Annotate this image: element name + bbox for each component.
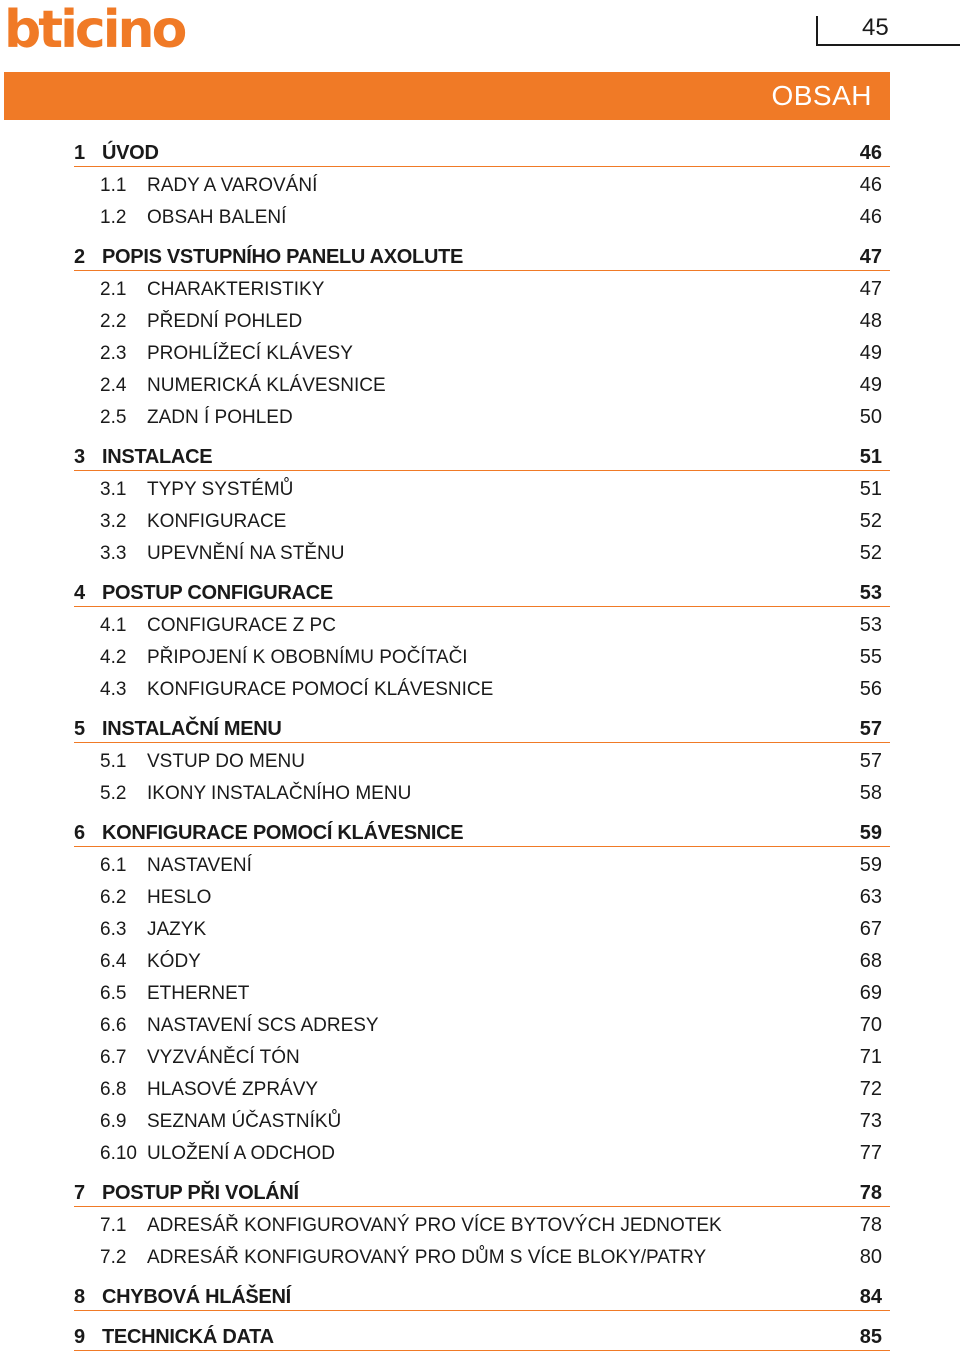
toc-title: RADY A VAROVÁNÍ [147,175,318,196]
toc-title: NUMERICKÁ KLÁVESNICE [147,375,386,396]
toc-section-row[interactable] [74,304,890,334]
toc-section-row[interactable] [74,400,890,430]
toc-title: JAZYK [147,919,207,940]
toc-number: 5.1 [100,751,127,772]
toc-section-row[interactable] [74,912,890,942]
toc-page-number: 47 [859,278,882,300]
toc-page-number: 73 [859,1110,882,1132]
toc-page-number: 49 [859,342,882,364]
toc-section-row[interactable] [74,776,890,806]
toc-page-number: 46 [859,206,882,228]
toc-chapter-row[interactable] [74,1320,890,1351]
toc-section-row[interactable] [74,976,890,1006]
toc-title: HESLO [147,887,212,908]
toc-section-row[interactable] [74,1040,890,1070]
toc-page-number: 67 [859,918,882,940]
toc-title: ETHERNET [147,983,250,1004]
toc-page-number: 51 [859,446,882,468]
toc-section-row[interactable] [74,608,890,638]
page-number: 45 [862,14,889,41]
toc-section-row[interactable] [74,200,890,230]
toc-section-row[interactable] [74,744,890,774]
toc-number: 6.3 [100,919,127,940]
toc-page-number: 71 [859,1046,882,1068]
toc-page-number: 51 [859,478,882,500]
toc-page-number: 46 [859,174,882,196]
toc-number: 2.3 [100,343,127,364]
toc-page-number: 70 [859,1014,882,1036]
toc-section-row[interactable] [74,640,890,670]
toc-number: 6 [74,822,86,844]
toc-number: 6.6 [100,1015,127,1036]
toc-chapter-row[interactable] [74,240,890,271]
toc-chapter-row[interactable] [74,136,890,167]
toc-page-number: 49 [859,374,882,396]
toc-page-number: 72 [859,1078,882,1100]
toc-title: ADRESÁŘ KONFIGUROVANÝ PRO VÍCE BYTOVÝCH JEDNOTEK [147,1215,722,1236]
toc-number: 7.1 [100,1215,127,1236]
toc-number: 5.2 [100,783,127,804]
toc-title: IKONY INSTALAČNÍHO MENU [147,783,412,804]
toc-page-number: 57 [859,750,882,772]
toc-chapter-row[interactable] [74,576,890,607]
toc-number: 4 [74,582,86,604]
toc-title: ULOŽENÍ A ODCHOD [147,1143,335,1164]
toc-section-row[interactable] [74,672,890,702]
toc-chapter-row[interactable] [74,712,890,743]
toc-section-row[interactable] [74,336,890,366]
toc-title: POSTUP PŘI VOLÁNÍ [102,1182,299,1204]
toc-title: INSTALAČNÍ MENU [102,718,282,740]
toc-number: 6.4 [100,951,127,972]
toc-number: 1.2 [100,207,127,228]
bticino-logo: bticino [4,0,185,60]
toc-page-number: 50 [859,406,882,428]
toc-section-row[interactable] [74,472,890,502]
toc-title: VSTUP DO MENU [147,751,306,772]
toc-title: KONFIGURACE POMOCÍ KLÁVESNICE [147,679,494,700]
toc-page-number: 53 [859,614,882,636]
toc-title: HLASOVÉ ZPRÁVY [147,1079,319,1100]
toc-number: 4.1 [100,615,127,636]
toc-number: 9 [74,1326,86,1348]
toc-number: 6.2 [100,887,127,908]
toc-title: VYZVÁNĚCÍ TÓN [147,1047,300,1068]
toc-section-row[interactable] [74,1208,890,1238]
toc-title: KONFIGURACE POMOCÍ KLÁVESNICE [102,822,464,844]
toc-title: PŘIPOJENÍ K OBOBNÍMU POČÍTAČI [147,647,468,668]
toc-title: PROHLÍŽECÍ KLÁVESY [147,343,353,364]
toc-title: CHARAKTERISTIKY [147,279,325,300]
toc-page-number: 78 [859,1182,882,1204]
toc-page-number: 58 [859,782,882,804]
toc-page-number: 52 [859,510,882,532]
toc-page-number: 46 [859,142,882,164]
toc-section-row[interactable] [74,848,890,878]
toc-page-number: 47 [859,246,882,268]
banner-title: OBSAH [771,80,872,111]
toc-number: 1 [74,142,86,164]
toc-page-number: 80 [859,1246,882,1268]
toc-section-row[interactable] [74,1072,890,1102]
toc-page-number: 53 [859,582,882,604]
toc-number: 2.2 [100,311,127,332]
toc-number: 2.5 [100,407,127,428]
toc-number: 7.2 [100,1247,127,1268]
toc-title: KÓDY [147,951,201,972]
toc-chapter-row[interactable] [74,440,890,471]
toc-title: POPIS VSTUPNÍHO PANELU AXOLUTE [102,246,464,268]
toc-title: TYPY SYSTÉMŮ [147,479,294,500]
toc-number: 6.1 [100,855,127,876]
toc-title: PŘEDNÍ POHLED [147,311,303,332]
toc-number: 6.10 [100,1143,137,1164]
toc-number: 3.3 [100,543,127,564]
toc-section-row[interactable] [74,1104,890,1134]
toc-title: POSTUP CONFIGURACE [102,582,333,604]
toc-page-number: 77 [859,1142,882,1164]
title-banner [4,72,890,120]
toc-page-number: 55 [859,646,882,668]
toc-number: 7 [74,1182,86,1204]
toc-number: 4.2 [100,647,127,668]
toc-page-number: 59 [859,854,882,876]
toc-section-row[interactable] [74,1136,890,1166]
toc-chapter-row[interactable] [74,816,890,847]
toc-section-row[interactable] [74,536,890,566]
toc-page-number: 85 [859,1326,882,1348]
toc-number: 6.8 [100,1079,127,1100]
toc-title: TECHNICKÁ DATA [102,1326,274,1348]
toc-number: 3.2 [100,511,127,532]
toc-chapter-row[interactable] [74,1280,890,1311]
toc-title: OBSAH BALENÍ [147,207,287,228]
toc-title: ÚVOD [102,142,159,164]
toc-title: ADRESÁŘ KONFIGUROVANÝ PRO DŮM S VÍCE BLOKY/PATRY [147,1247,707,1268]
toc-section-row[interactable] [74,368,890,398]
toc-number: 6.7 [100,1047,127,1068]
toc-section-row[interactable] [74,504,890,534]
toc-section-row[interactable] [74,1008,890,1038]
toc-title: ZADN Í POHLED [147,407,293,428]
toc-number: 6.5 [100,983,127,1004]
toc-number: 3 [74,446,86,468]
toc-page-number: 68 [859,950,882,972]
toc-page-number: 59 [859,822,882,844]
toc-title: UPEVNĚNÍ NA STĚNU [147,543,345,564]
toc-page-number: 69 [859,982,882,1004]
toc-number: 4.3 [100,679,127,700]
toc-page-number: 48 [859,310,882,332]
toc-number: 8 [74,1286,86,1308]
toc-section-row[interactable] [74,880,890,910]
toc-page-number: 52 [859,542,882,564]
toc-number: 1.1 [100,175,127,196]
toc-number: 2 [74,246,86,268]
toc-title: CONFIGURACE Z PC [147,615,336,636]
toc-page-number: 57 [859,718,882,740]
toc-page-number: 56 [859,678,882,700]
toc-number: 6.9 [100,1111,127,1132]
toc-title: SEZNAM ÚČASTNÍKŮ [147,1111,342,1132]
toc-page-number: 78 [859,1214,882,1236]
toc-number: 2.4 [100,375,127,396]
toc-title: NASTAVENÍ SCS ADRESY [147,1015,379,1036]
toc-section-row[interactable] [74,1240,890,1270]
toc-page-number: 84 [859,1286,882,1308]
toc-chapter-row[interactable] [74,1176,890,1207]
toc-page-number: 63 [859,886,882,908]
toc-title: INSTALACE [102,446,213,468]
toc-section-row[interactable] [74,168,890,198]
toc-number: 3.1 [100,479,127,500]
toc-title: KONFIGURACE [147,511,287,532]
toc-section-row[interactable] [74,272,890,302]
toc-number: 5 [74,718,86,740]
toc-number: 2.1 [100,279,127,300]
toc-title: CHYBOVÁ HLÁŠENÍ [102,1286,291,1308]
toc-section-row[interactable] [74,944,890,974]
toc-title: NASTAVENÍ [147,855,252,876]
